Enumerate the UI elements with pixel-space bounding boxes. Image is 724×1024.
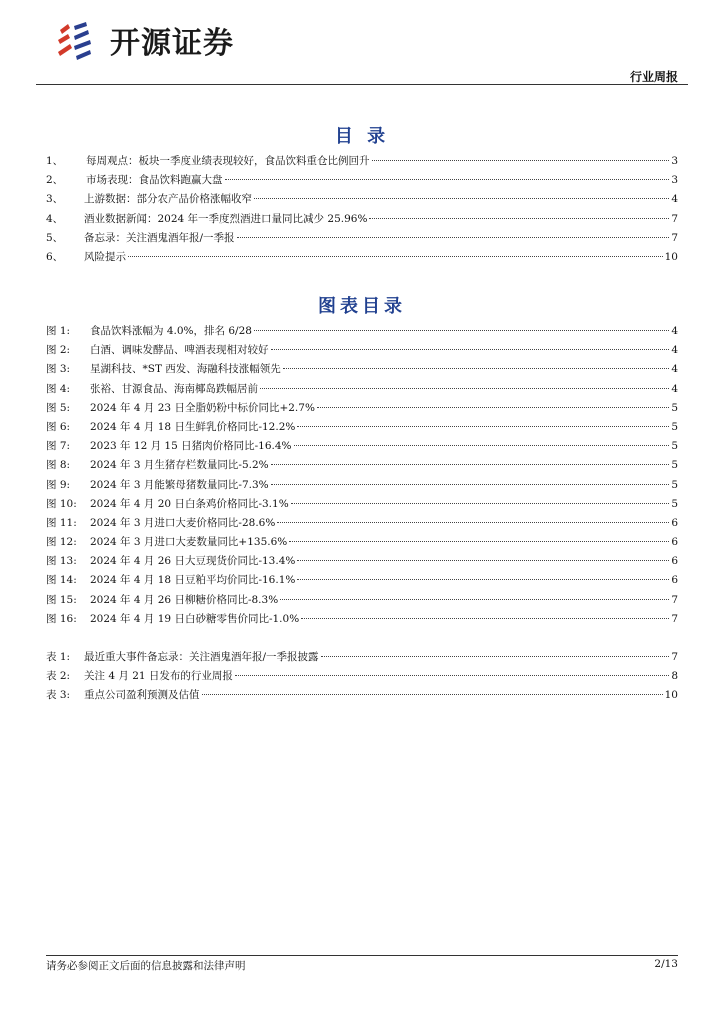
figure-item[interactable] [46,571,678,590]
figure-item-page: 5 [671,459,678,472]
toc-item[interactable] [46,190,678,209]
leader-dots [225,179,670,180]
table-item-page: 7 [671,651,678,663]
toc-item-page: 10 [664,250,678,263]
figure-list [46,322,678,629]
figure-item-label: 2024 年 4 月 26 日大豆现货价同比-13.4% [90,555,296,568]
toc-item-label: 市场表现：食品饮料跑赢大盘 [86,174,223,187]
figure-item-page: 6 [671,555,678,568]
leader-dots [283,368,670,369]
leader-dots [235,675,669,676]
figure-item-page: 7 [671,593,678,606]
leader-dots [202,694,663,695]
figure-item-page: 5 [671,440,678,453]
table-item-number: 表 3: [46,689,71,702]
toc-item[interactable] [46,171,678,190]
leader-dots [321,656,670,657]
figure-item-page: 5 [671,478,678,491]
leader-dots [128,256,663,257]
toc-item[interactable] [46,210,678,229]
logo-text: 开源证券 [110,26,234,61]
figure-item-number: 图 13: [46,555,77,568]
figure-item-label: 食品饮料涨幅为 4.0%，排名 6/28 [90,325,252,337]
figure-item-number: 图 12: [46,536,77,549]
figure-item[interactable] [46,341,678,360]
leader-dots [297,579,669,580]
figure-item-label: 2024 年 3 月进口大麦价格同比-28.6% [90,516,276,529]
figure-item-page: 6 [671,516,678,529]
figure-item-number: 图 15: [46,593,77,606]
figure-item[interactable] [46,495,678,514]
table-item-label: 最近重大事件备忘录：关注酒鬼酒年报/一季报披露 [84,651,319,663]
figure-item-number: 图 8: [46,459,71,472]
toc-item-label: 风险提示 [84,250,126,263]
figure-item-number: 图 9: [46,478,71,491]
toc-item-number: 5、 [46,231,64,244]
figure-item[interactable] [46,399,678,418]
figure-item-label: 2024 年 4 月 23 日全脂奶粉中标价同比+2.7% [90,401,315,414]
figure-item-page: 4 [671,382,678,395]
figure-item-label: 2024 年 4 月 18 日生鲜乳价格同比-12.2% [90,420,296,433]
figure-item-label: 2024 年 4 月 19 日白砂糖零售价同比-1.0% [90,612,300,625]
figure-item-number: 图 7: [46,440,71,453]
figure-item-page: 6 [671,536,678,549]
footer-divider [46,955,678,956]
leader-dots [254,198,669,199]
table-item-page: 8 [671,670,678,683]
toc-item-label: 酒业数据新闻：2024 年一季度烈酒进口量同比减少 25.96% [84,212,368,225]
figure-item-page: 4 [671,344,678,357]
figure-item-label: 2024 年 3 月进口大麦数量同比+135.6% [90,536,288,549]
toc-title: 目 录 [334,126,390,147]
leader-dots [291,503,670,504]
toc-item-label: 备忘录：关注酒鬼酒年报/一季报 [84,231,235,244]
figure-item-number: 图 3: [46,363,71,376]
toc-item-number: 1、 [46,155,64,167]
header-divider [36,84,688,85]
footer-disclaimer: 请务必参阅正文后面的信息披露和法律声明 [46,960,246,972]
leader-dots [237,237,670,238]
table-item-label: 关注 4 月 21 日发布的行业周报 [84,670,233,683]
figure-item-label: 2023 年 12 月 15 日猪肉价格同比-16.4% [90,440,292,453]
toc-item-number: 4、 [46,212,64,225]
figure-item-label: 2024 年 3 月能繁母猪数量同比-7.3% [90,478,269,491]
figure-item[interactable] [46,437,678,456]
leader-dots [260,388,669,389]
figure-item[interactable] [46,360,678,379]
figures-title: 图表目录 [318,296,406,317]
figure-item-number: 图 16: [46,612,77,625]
toc-item-page: 7 [671,212,678,225]
table-item-number: 表 1: [46,651,71,663]
toc-item-number: 3、 [46,193,64,206]
toc-item-page: 3 [671,155,678,167]
kaiyuan-logo-icon [54,16,102,64]
table-item[interactable] [46,667,678,686]
figure-item[interactable] [46,418,678,437]
figure-item-number: 图 10: [46,497,77,510]
figure-item[interactable] [46,533,678,552]
figure-item[interactable] [46,514,678,533]
toc-item-number: 2、 [46,174,64,187]
page-header [36,14,688,84]
leader-dots [254,330,669,331]
table-item-label: 重点公司盈利预测及估值 [84,689,200,702]
table-item[interactable] [46,648,678,667]
figure-item-page: 6 [671,574,678,587]
leader-dots [301,618,669,619]
figure-item-number: 图 6: [46,420,71,433]
figure-item-label: 2024 年 4 月 18 日豆粕平均价同比-16.1% [90,574,296,587]
leader-dots [297,426,669,427]
leader-dots [372,160,670,161]
page-number: 2/13 [654,958,678,970]
leader-dots [369,218,669,219]
toc-item[interactable] [46,248,678,267]
toc-list [46,152,678,267]
leader-dots [297,560,669,561]
figure-item-label: 张裕、甘源食品、海南椰岛跌幅居前 [90,382,258,395]
figure-item-page: 5 [671,497,678,510]
figure-item-label: 白酒、调味发酵品、啤酒表现相对较好 [90,344,269,357]
figure-item-label: 2024 年 3 月生猪存栏数量同比-5.2% [90,459,269,472]
figure-item-label: 2024 年 4 月 20 日白条鸡价格同比-3.1% [90,497,289,510]
figure-item-page: 4 [671,363,678,376]
brand-logo [54,16,234,64]
leader-dots [271,484,670,485]
figure-item[interactable] [46,552,678,571]
toc-item[interactable] [46,152,678,171]
toc-item-label: 上游数据：部分农产品价格涨幅收窄 [84,193,252,206]
leader-dots [271,349,670,350]
leader-dots [317,407,669,408]
figure-item-page: 4 [671,325,678,337]
leader-dots [271,464,670,465]
figure-item-number: 图 11: [46,516,77,529]
toc-item-label: 每周观点：板块一季度业绩表现较好，食品饮料重仓比例回升 [86,155,370,167]
figure-item-label: 星湖科技、*ST 西发、海融科技涨幅领先 [90,363,281,376]
figure-item[interactable] [46,322,678,341]
figure-item[interactable] [46,610,678,629]
report-type-label: 行业周报 [629,70,678,84]
figure-item-number: 图 1: [46,325,71,337]
figure-item[interactable] [46,476,678,495]
toc-item-page: 4 [671,193,678,206]
leader-dots [294,445,670,446]
figure-item-number: 图 2: [46,344,71,357]
figure-item-label: 2024 年 4 月 26 日柳糖价格同比-8.3% [90,593,279,606]
figure-item-page: 5 [671,401,678,414]
figure-item-number: 图 14: [46,574,77,587]
figure-item[interactable] [46,380,678,399]
leader-dots [277,522,669,523]
table-list [46,648,678,706]
leader-dots [289,541,669,542]
toc-item-page: 7 [671,231,678,244]
figure-item-page: 5 [671,420,678,433]
table-item-number: 表 2: [46,670,71,683]
leader-dots [280,599,669,600]
figure-item[interactable] [46,456,678,475]
figure-item-page: 7 [671,612,678,625]
toc-item-page: 3 [671,174,678,187]
table-item-page: 10 [664,689,678,702]
figure-item-number: 图 5: [46,401,71,414]
figure-item-number: 图 4: [46,382,71,395]
toc-item[interactable] [46,229,678,248]
table-item[interactable] [46,686,678,705]
figure-item[interactable] [46,591,678,610]
toc-item-number: 6、 [46,250,64,263]
